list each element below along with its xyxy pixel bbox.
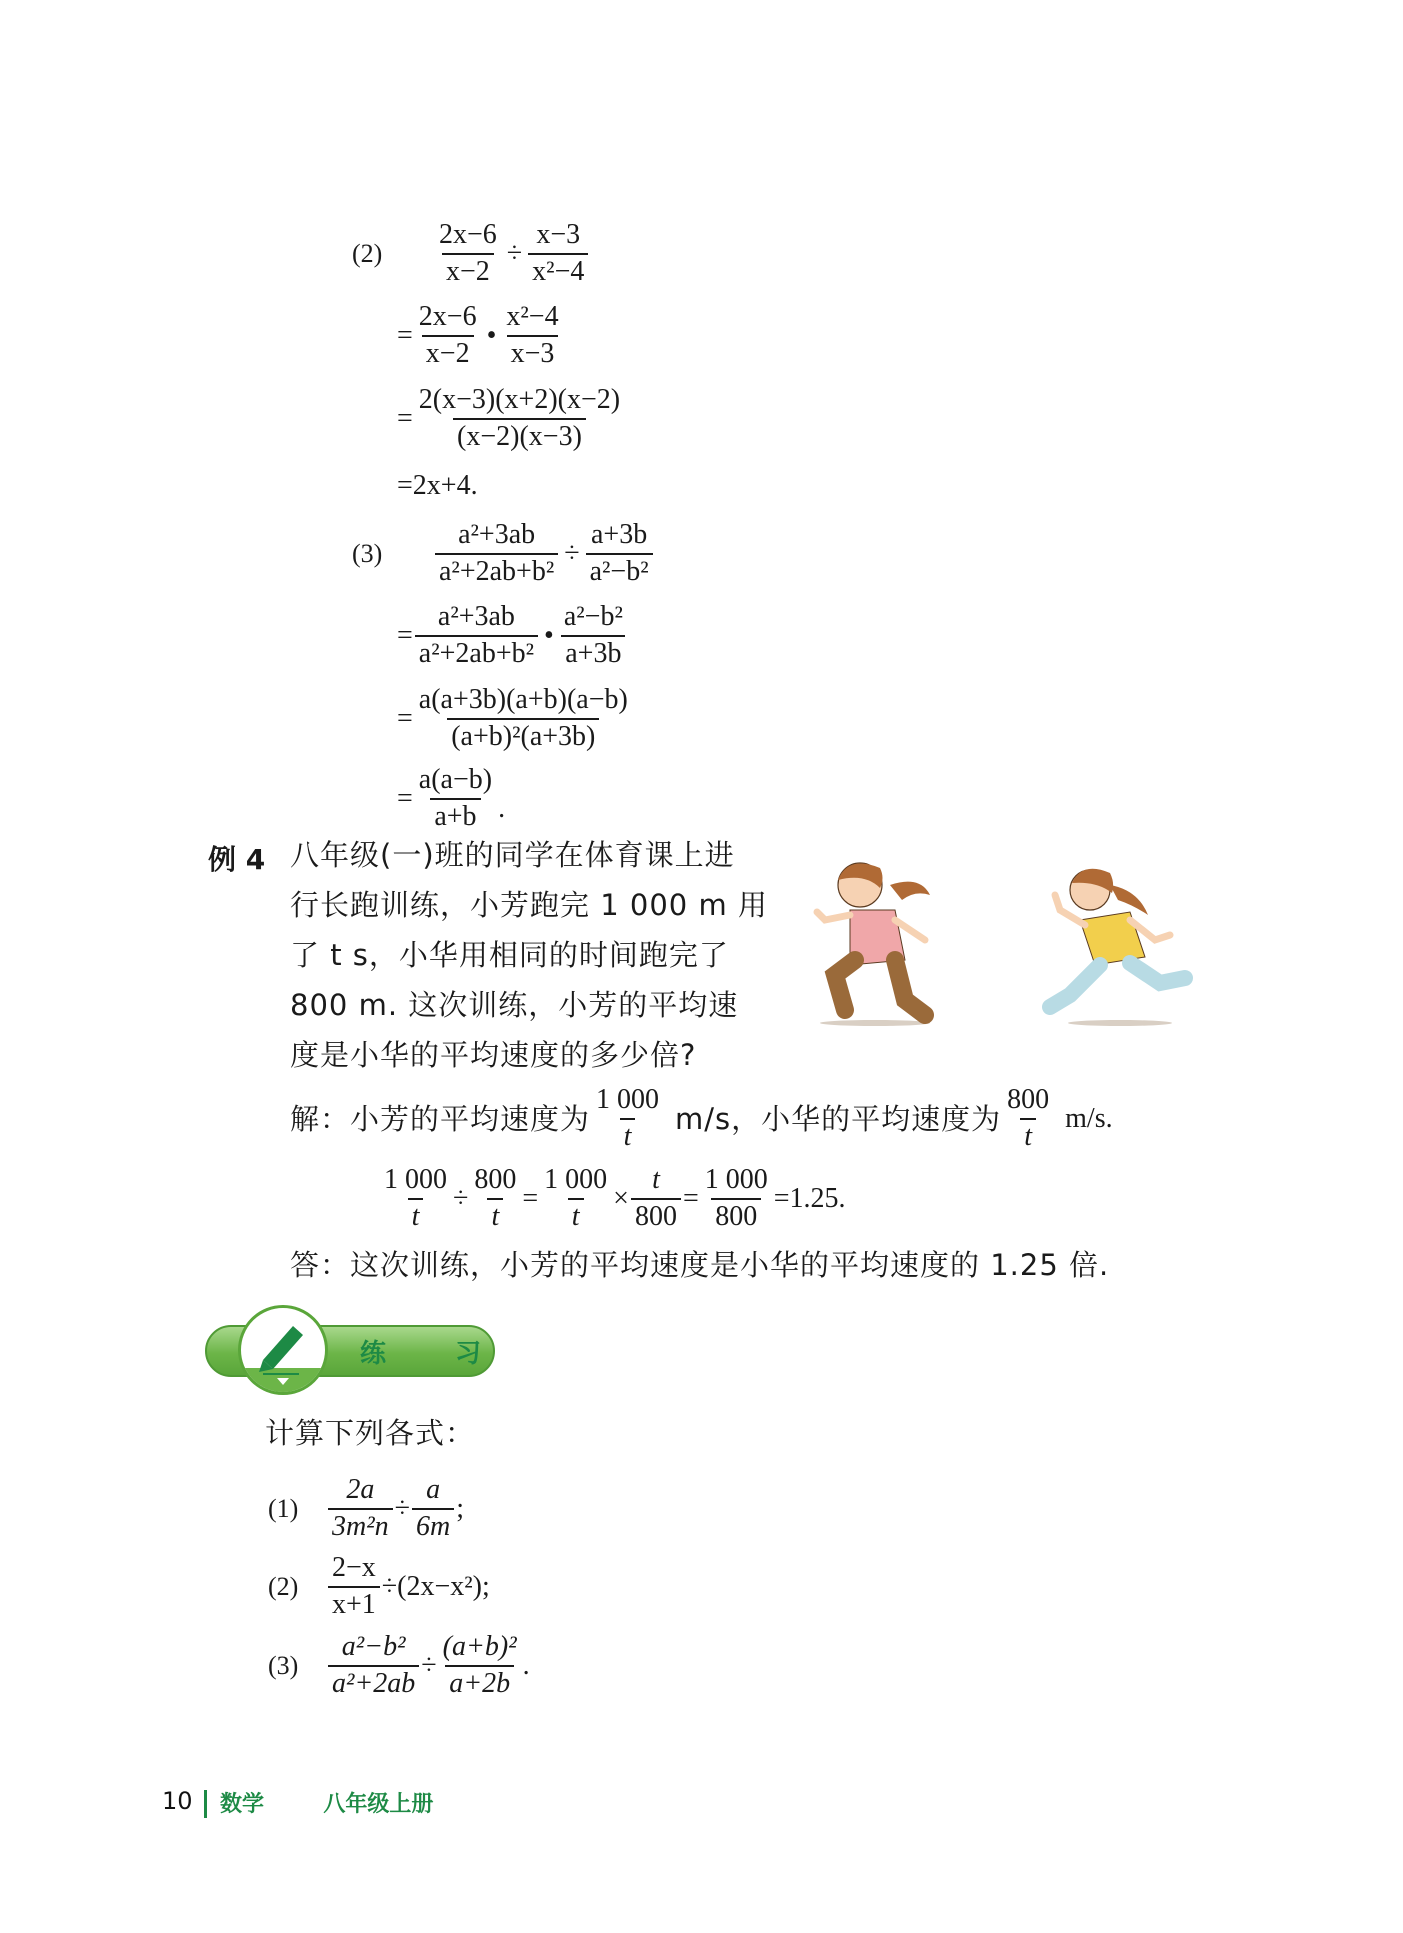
example-solution: 解：小芳的平均速度为 $\frac{1 000}{t}$ m/s，小华的平均速度为 $\frac{800}{t}$ m/s. (290, 1084, 1113, 1152)
problem-line: 度是小华的平均速度的多少倍? (290, 1038, 697, 1072)
fraction: $\frac{2x-6}{x-2}$ (439, 219, 497, 287)
solution-2-step-2 (397, 302, 565, 370)
problem-line: 800 m. 这次训练，小芳的平均速 (290, 988, 739, 1022)
fraction: $\frac{\text{(a+b)²}}{a+2b}$ (442, 1631, 517, 1699)
problem-line: 了 t s，小华用相同的时间跑完了 (290, 938, 729, 972)
fraction: $\frac{a}{6m}$ (412, 1475, 454, 1543)
example-label: 例 4 (208, 843, 266, 876)
fraction: $\frac{1 000}{800}$ (704, 1164, 768, 1232)
exercise-instruction: 计算下列各式： (265, 1416, 476, 1450)
equals-sign: = (397, 402, 413, 434)
footer-book-title: 数学 八年级上册 (220, 1792, 434, 1817)
fraction: $\frac{\text{a²−b²}}{a+3b}$ (560, 602, 627, 670)
solution-3-step-4: = $\frac{a(a-b)}{a+b}$ . (397, 764, 506, 832)
solution-3-step-1 (352, 520, 655, 588)
multiply-dot: • (544, 619, 554, 651)
fraction: $\frac{800}{t}$ (1007, 1084, 1050, 1152)
girl-runner-pink-icon (800, 855, 960, 1030)
fraction: $\frac{t}{800}$ (631, 1165, 681, 1233)
problem-line: 行长跑训练，小芳跑完 1 000 m 用 (290, 888, 768, 922)
example-answer: 答：这次训练，小芳的平均速度是小华的平均速度的 1.25 倍. (290, 1248, 1110, 1282)
fraction: $\frac{2a}{\text{3m²n}}$ (328, 1475, 393, 1543)
fraction: $\frac{x-3}{\text{x²−4}}$ (528, 220, 588, 288)
fraction: $\frac{\text{x²−4}}{x-3}$ (506, 301, 559, 369)
fraction: $\frac{1 000}{t}$ (596, 1084, 660, 1152)
solution-2-label: (2) (352, 238, 383, 268)
equals-sign: = (397, 319, 413, 351)
equals-sign: = (397, 619, 413, 651)
solution-3-step-3 (397, 685, 634, 753)
fraction: $\frac{1 000}{t}$ (544, 1164, 608, 1232)
solution-2-step-3 (397, 385, 626, 453)
fraction: $\frac{2x-6}{x-2}$ (418, 301, 477, 369)
fraction: $\frac{a+3b}{\text{a²−b²}}$ (586, 520, 653, 588)
problem-line: 八年级(一)班的同学在体育课上进 (290, 838, 735, 872)
exercise-item-1: (1) $\frac{2a}{\text{3m²n}}$ ÷ $\frac{a}{6m}$ ; (268, 1474, 465, 1542)
exercise-item-3: (3) $\frac{\text{a²−b²}}{\text{a²+2ab}}$ ÷ $\frac{\text{(a+b)²}}{a+2b}$ . (268, 1631, 530, 1699)
equals-sign: = (397, 782, 413, 814)
fraction: $\frac{a(a+3b)(a+b)(a-b)}{\text{(a+b)²(a+3b)}}$ (418, 684, 628, 752)
exercise-item-2: (2) $\frac{2-x}{x+1}$ ÷ (2x−x²); (268, 1552, 490, 1620)
exercise-title: 练 习 (360, 1339, 512, 1369)
exercise-icon-circle (238, 1305, 328, 1395)
example-problem (290, 830, 770, 1080)
divide-sign: ÷ (564, 537, 580, 569)
girl-runner-yellow-icon (1030, 855, 1195, 1030)
page-number: 10 (162, 1787, 193, 1815)
result: 2x+4. (412, 470, 478, 501)
solution-2-step-4 (397, 470, 478, 502)
fraction: $\frac{a(a-b)}{a+b}$ (418, 764, 493, 832)
equals-sign: = (397, 702, 413, 734)
example-calculation: $\frac{1 000}{t}$ ÷ $\frac{800}{t}$ = $\frac{1 000}{t}$ × $\frac{t}{800}$ = $\frac{1 000}{800}$ =1.25. (378, 1165, 846, 1233)
footer-divider (204, 1790, 207, 1818)
multiply-dot: • (486, 319, 497, 351)
pencil-icon (241, 1308, 325, 1392)
fraction: $\frac{800}{t}$ (474, 1164, 517, 1232)
divide-sign: ÷ (506, 237, 523, 269)
fraction: $\frac{2(x-3)(x+2)(x-2)}{(x-2)(x-3)}$ (418, 384, 621, 452)
fraction: $\frac{\text{a²+3ab}}{\text{a²+2ab+b²}}$ (435, 520, 558, 588)
solution-2-step-1 (352, 220, 590, 288)
fraction: $\frac{1 000}{t}$ (384, 1164, 447, 1232)
fraction: $\frac{\text{a²−b²}}{\text{a²+2ab}}$ (328, 1632, 419, 1700)
solution-3-label: (3) (352, 538, 383, 568)
fraction: $\frac{\text{a²+3ab}}{\text{a²+2ab+b²}}$ (415, 602, 538, 670)
fraction: $\frac{2-x}{x+1}$ (328, 1553, 380, 1621)
equals-sign: = (397, 470, 413, 501)
solution-3-step-2 (397, 602, 629, 670)
